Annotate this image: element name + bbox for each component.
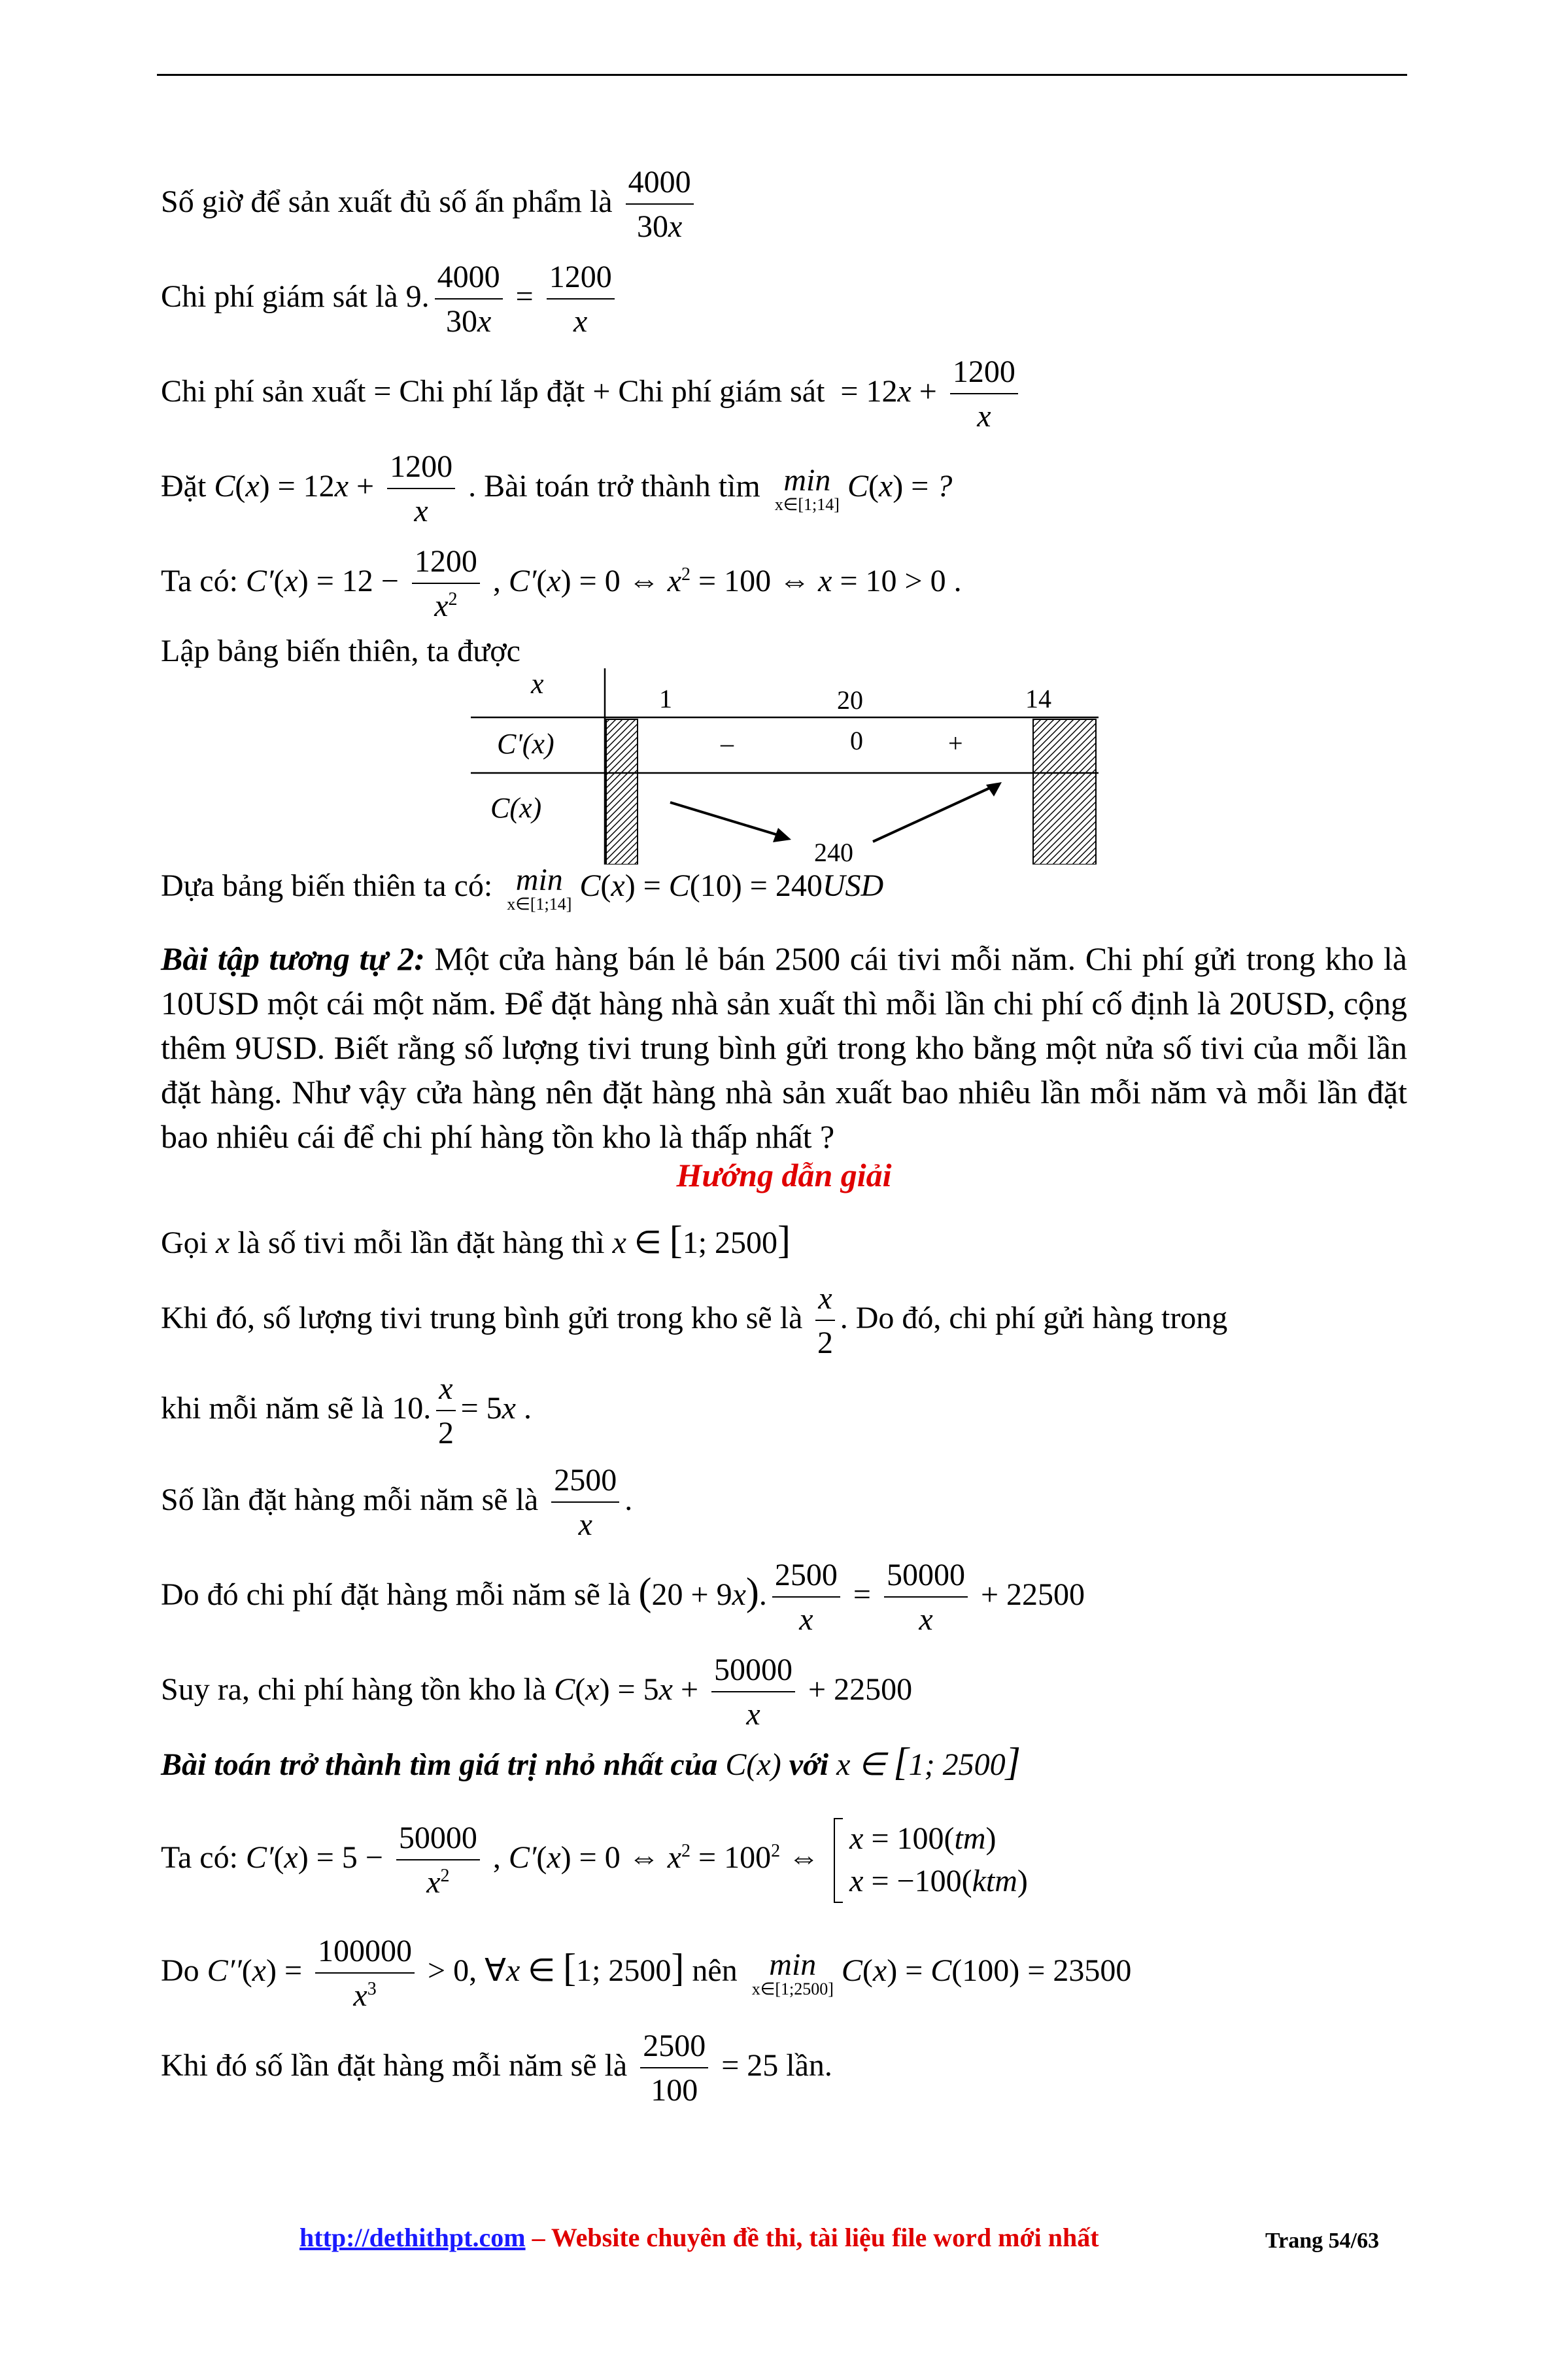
sol-line-4: Số lần đặt hàng mỗi năm sẽ là $\frac{2500}{x}$ .	[161, 1463, 633, 1542]
arrow-decreasing	[670, 802, 785, 837]
exercise-paragraph: Bài tập tương tự 2: Một cửa hàng bán lẻ bán 2500 cái tivi mỗi năm. Chi phí gửi trong kho là 10USD một cái một năm. Để đặt hàng nhà sản xuất thì mỗi lần chi phí cố định là 20USD, cộng thêm 9USD. Biết rằng số lượng tivi trung bình gửi trong kho bằng một nửa số tivi của mỗi lần đặt hàng. Như vậy cửa hàng nên đặt hàng nhà sản xuất bao nhiêu lần mỗi năm và mỗi lần đặt bao nhiêu cái để chi phí hàng tồn kho là thấp nhất ?	[161, 940, 1407, 1155]
sol-line-5: Do đó chi phí đặt hàng mỗi năm sẽ là (20 + 9x). $\frac{2500}{x}$ = $\frac{50000}{x}$ + 22500	[161, 1558, 1085, 1637]
line-define-function: Đặt C(x) = 12x + $\frac{1200}{x}$ . Bài toán trở thành tìm min x∈[1;14] C(x) = ?	[161, 449, 953, 528]
table-deriv-label: C'(x)	[497, 728, 554, 760]
line-production-cost: Chi phí sản xuất = Chi phí lắp đặt + Chi phí giám sát = 12x + $\frac{1200}{x}$	[161, 356, 1023, 432]
sol-line-10: Khi đó số lần đặt hàng mỗi năm sẽ là $\frac{2500}{100}$ = 25 lần.	[161, 2029, 832, 2108]
arrow-increasing	[873, 786, 994, 842]
table-sign-plus: +	[948, 728, 963, 758]
table-x-val-1: 1	[659, 684, 672, 713]
table-sign-minus: –	[721, 728, 734, 758]
table-x-val-3: 14	[1025, 684, 1051, 713]
sol-line-1: Gọi x là số tivi mỗi lần đặt hàng thì x ∈ [1; 2500]	[161, 1218, 791, 1261]
page-number: Trang 54/63	[1265, 2229, 1380, 2253]
sol-line-2: Khi đó, số lượng tivi trung bình gửi trong kho sẽ là $\frac{x}{2}$ . Do đó, chi phí gửi hàng trong	[161, 1281, 1228, 1360]
sol-line-3: khi mỗi năm sẽ là 10. $\frac{x}{2}$ = 5x .	[161, 1371, 532, 1450]
table-sign-zero: 0	[850, 726, 863, 755]
table-func-label: C(x)	[490, 792, 542, 824]
sol-line-9: Do C′′(x) = $\frac{100000}{x^3}$ > 0, ∀x ∈ [1; 2500] nên min x∈[1;2500] C(x) = C(100) = 23500	[161, 1934, 1132, 2013]
footer-link[interactable]: http://dethithpt.com	[299, 2223, 526, 2252]
table-x-val-2: 20	[837, 685, 863, 715]
line-min-result: Dựa bảng biến thiên ta có: min x∈[1;14] C(x) = C(10) = 240USD	[161, 863, 884, 914]
table-x-label: x	[531, 668, 544, 700]
solution-heading: Hướng dẫn giải	[676, 1157, 892, 1193]
header-rule	[157, 74, 1407, 76]
sol-line-8: Ta có: C′(x) = 5 − $\frac{50000}{x^2}$ , C′(x) = 0 ⇔ $x^2 = 100^2$ ⇔ x = 100(tm) x = −100(ktm)	[161, 1818, 1028, 1903]
variation-table	[471, 668, 1099, 865]
line-derivative: Ta có: C′(x) = 12 − $\frac{1200}{x^2}$ , C′(x) = 0 ⇔ $x^2 = 100$ ⇔ x = 10 > 0 .	[161, 544, 962, 623]
line-variation-table-intro: Lập bảng biến thiên, ta được	[161, 634, 520, 668]
line-supervision-cost: Chi phí giám sát là 9. $\frac{4000}{30x}$ = $\frac{1200}{x}$	[161, 262, 620, 337]
sol-line-7: Bài toán trở thành tìm giá trị nhỏ nhất của C(x) với x ∈ [1; 2500]	[161, 1740, 1021, 1783]
line-hours: Số giờ để sản xuất đủ số ấn phẩm là $\frac{4000}{30x}$	[161, 167, 699, 243]
sol-line-6: Suy ra, chi phí hàng tồn kho là C(x) = 5x + $\frac{50000}{x}$ + 22500	[161, 1653, 913, 1732]
table-min-value: 240	[814, 838, 853, 865]
footer: http://dethithpt.com – Website chuyên đề thi, tài liệu file word mới nhất	[299, 2223, 1099, 2252]
